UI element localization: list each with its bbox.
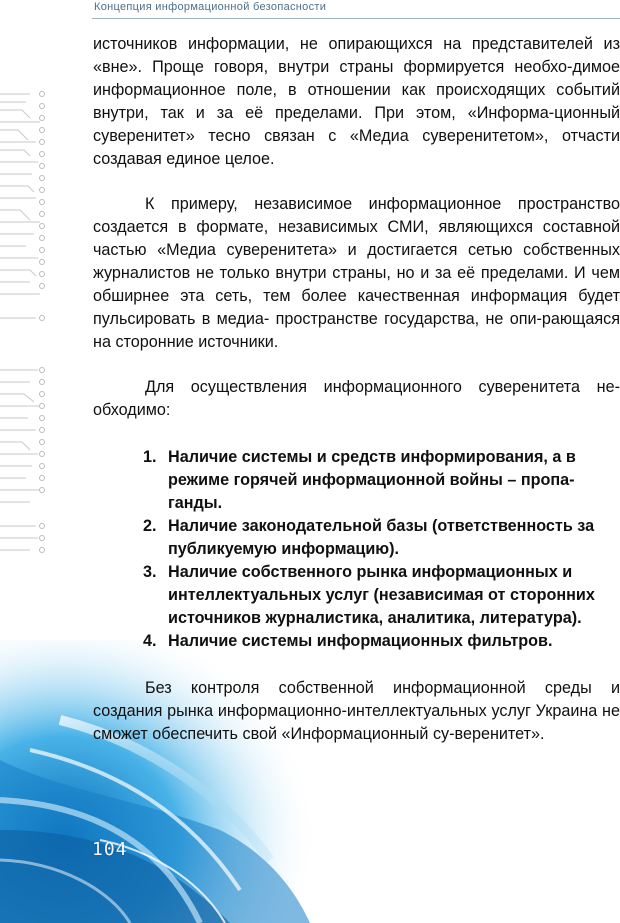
list-item [93,630,620,653]
paragraph-3: Для осуществления информационного суверенитета не-обходимо: [93,378,620,419]
list-text: Наличие собственного рынка информационных и интеллектуальных услуг (независимая от сторонних источников журналистика, аналитика, литература). [168,563,595,627]
list-item [93,515,620,561]
list-number: 4. [143,632,157,650]
list-text: Наличие системы и средств информирования, а в режиме горячей информационной войны – пропа-ганды. [168,448,576,512]
paragraph-1: источников информации, не опирающихся на представителей из «вне». Проще говоря, внутри страны формируется необхо-димое информационное поле, в отношении как происходящих событий внутри, так и за её пределами. При этом, «Информа-ционный суверенитет» тесно связан с «Медиа суверенитетом», отчасти создавая единое целое. [93,35,620,168]
running-header [92,0,620,19]
page-body [93,33,620,746]
list-item [93,446,620,515]
paragraph-2: К примеру, независимое информационное пространство создается в формате, независимых СМИ, являющихся составной частью «Медиа суверенитета» и достигается сетью собственных журналистов не только внутри страны, но и за её пределами. И чем обширнее эта сеть, тем более качественная информация будет пульсировать в медиа- пространстве государства, не опи-рающаяся на сторонние источники. [93,195,620,351]
closing-paragraph: Без контроля собственной информационной среды и создания рынка информационно-интеллектуальных услуг Украина не сможет обеспечить свой «Информационный су-веренитет». [93,679,620,743]
header-title: Концепция информационной безопасности [94,1,327,13]
requirements-list [93,446,620,653]
circuit-decoration [0,80,60,580]
list-text: Наличие законодательной базы (ответственность за публикуемую информацию). [168,517,595,558]
list-item [93,561,620,630]
list-number: 3. [143,563,157,581]
list-text: Наличие системы информационных фильтров. [168,632,553,650]
list-number: 1. [143,448,157,466]
page-number: 104 [92,839,128,860]
list-number: 2. [143,517,157,535]
